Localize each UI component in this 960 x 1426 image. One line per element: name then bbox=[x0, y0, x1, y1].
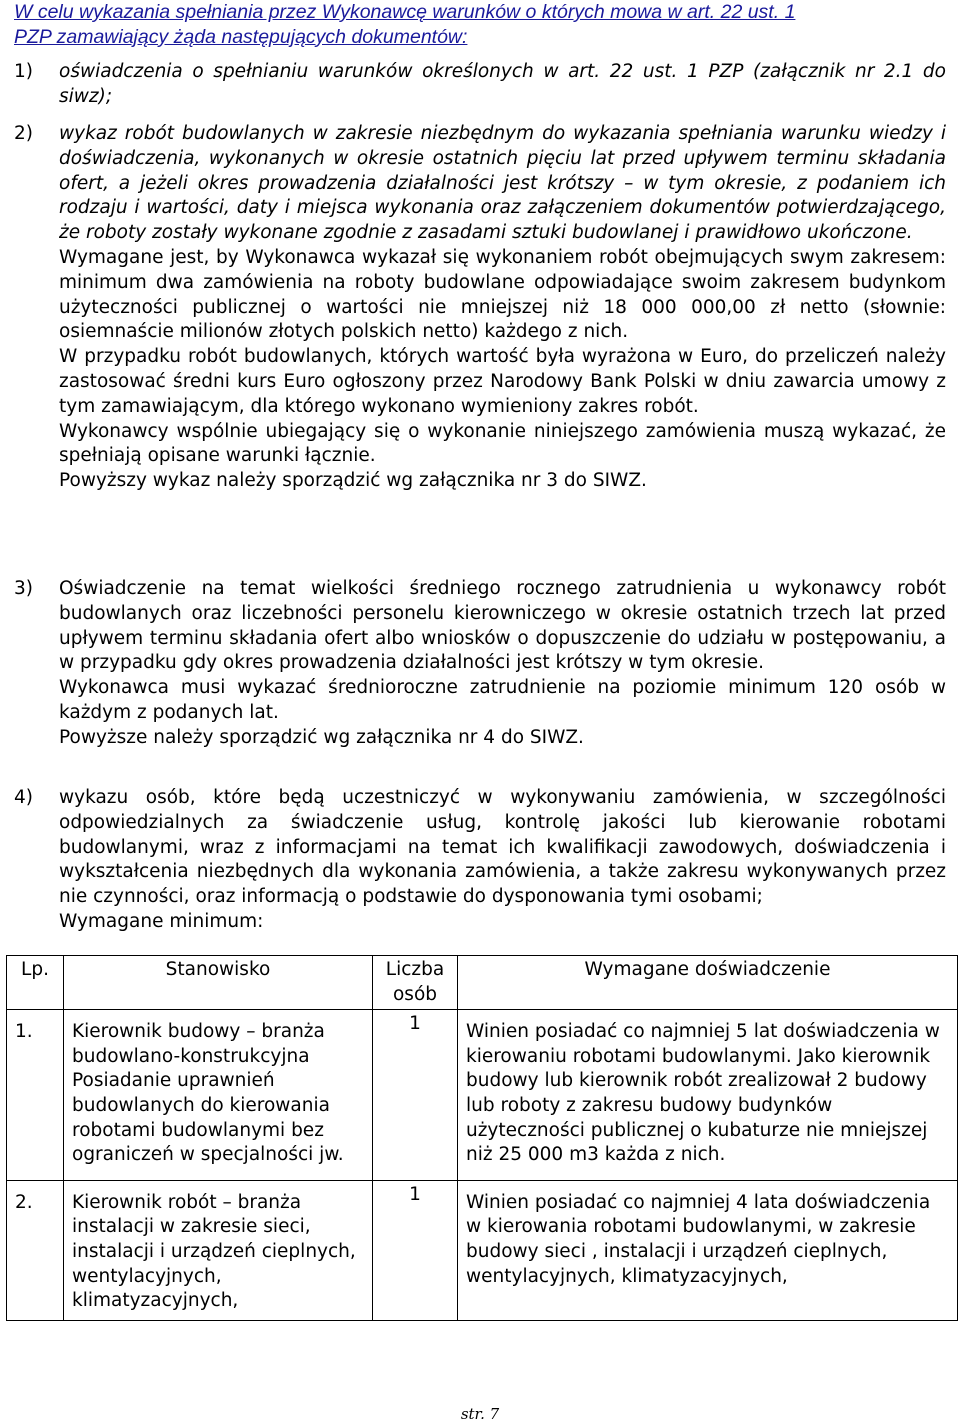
item-paragraph: W przypadku robót budowlanych, których wartość była wyrażona w Euro, do przeliczeń należy zastosować średni kurs Euro ogłoszony przez Narodowy Bank Polski w dniu zawarcia umowy z tym zamawiającym, dla którego wykonano wymieniony zakres robót. bbox=[59, 346, 946, 417]
item-paragraph: Powyższy wykaz należy sporządzić wg załącznika nr 3 do SIWZ. bbox=[59, 470, 647, 492]
list-item-1 bbox=[14, 60, 946, 110]
item-number: 2) bbox=[14, 123, 33, 144]
cell-position: Kierownik robót – branża instalacji w zakresie sieci, instalacji i urządzeń cieplnych, wentylacyjnych, klimatyzacyjnych, bbox=[64, 1180, 373, 1320]
item-paragraph: Wymagane jest, by Wykonawca wykazał się wykonaniem robót obejmujących swym zakresem: minimum dwa zamówienia na roboty budowlane odpowiadające swoim zakresem budynkom użyteczności publicznej o wartości nie mniejszej niż 18 000 000,00 zł netto (słownie: osiemnaście milionów złotych polskich netto) każdego z nich. bbox=[59, 246, 946, 343]
cell-position: Kierownik budowy – branża budowlano-konstrukcyjna Posiadanie uprawnień budowlanych do kierowania robotami budowlanymi bez ograniczeń w specjalności jw. bbox=[64, 1010, 373, 1181]
table-header-row bbox=[7, 956, 958, 1010]
item-number: 4) bbox=[14, 787, 33, 808]
list-item-4 bbox=[14, 786, 946, 935]
cell-count: 1 bbox=[373, 1180, 458, 1320]
cell-lp: 1. bbox=[7, 1010, 64, 1181]
item-text: oświadczenia o spełnianiu warunków określonych w art. 22 ust. 1 PZP (załącznik nr 2.1 do siwz); bbox=[59, 61, 946, 107]
item-paragraph: Powyższe należy sporządzić wg załącznika nr 4 do SIWZ. bbox=[59, 726, 584, 748]
item-paragraph: Wykonawca musi wykazać średnioroczne zatrudnienie na poziomie minimum 120 osób w każdym z podanych lat. bbox=[59, 677, 946, 723]
item-number: 1) bbox=[14, 61, 33, 82]
header-position: Stanowisko bbox=[64, 956, 373, 1010]
item-paragraph: Wykonawcy wspólnie ubiegający się o wykonanie niniejszego zamówienia muszą wykazać, że spełniają opisane warunki łącznie. bbox=[59, 420, 946, 467]
cell-count: 1 bbox=[373, 1010, 458, 1181]
intro-link[interactable] bbox=[14, 0, 954, 49]
item-paragraph: Wymagane minimum: bbox=[59, 910, 264, 932]
item-number: 3) bbox=[14, 578, 33, 599]
header-experience: Wymagane doświadczenie bbox=[458, 956, 958, 1010]
cell-lp: 2. bbox=[7, 1180, 64, 1320]
table-row bbox=[7, 1180, 958, 1320]
table-row bbox=[7, 1010, 958, 1181]
cell-experience: Winien posiadać co najmniej 4 lata doświadczenia w kierowania robotami budowlanymi, w zakresie budowy sieci , instalacji i urządzeń cieplnych, wentylacyjnych, klimatyzacyjnych, bbox=[458, 1180, 958, 1320]
intro-line-1: W celu wykazania spełniania przez Wykonawcę warunków o których mowa w art. 22 ust. 1 bbox=[14, 1, 796, 23]
header-lp: Lp. bbox=[7, 956, 64, 1010]
list-item-3 bbox=[14, 577, 946, 751]
page-number: str. 7 bbox=[460, 1405, 500, 1423]
list-item-2 bbox=[14, 122, 946, 494]
item-paragraph: wykaz robót budowlanych w zakresie niezbędnym do wykazania spełniania warunku wiedzy i doświadczenia, wykonanych w okresie ostatnich pięciu lat przed upływem terminu składania ofert, a jeżeli okres prowadzenia działalności jest krótszy – w tym okresie, z podaniem ich rodzaju i wartości, daty i miejsca wykonania oraz załączeniem dokumentów potwierdzającego, że roboty zostały wykonane zgodnie z zasadami sztuki budowlanej i prawidłowo ukończone. bbox=[59, 123, 946, 244]
header-count: Liczba osób bbox=[373, 956, 458, 1010]
staff-requirements-table bbox=[6, 955, 958, 1321]
item-paragraph: Oświadczenie na temat wielkości średniego rocznego zatrudnienia u wykonawcy robót budowlanych oraz liczebności personelu kierowniczego w okresie ostatnich trzech lat przed upływem terminu składania ofert albo wniosków o dopuszczenie do udziału w postępowaniu, a w przypadku gdy okres prowadzenia działalności jest krótszy w tym okresie. bbox=[59, 578, 946, 674]
intro-line-2: PZP zamawiający żąda następujących dokumentów: bbox=[14, 25, 468, 48]
item-paragraph: wykazu osób, które będą uczestniczyć w wykonywaniu zamówienia, w szczególności odpowiedzialnych za świadczenie usług, kontrolę jakości lub kierowanie robotami budowlanymi, wraz z informacjami na temat ich kwalifikacji zawodowych, doświadczenia i wykształcenia niezbędnych dla wykonania zamówienia, a także zakresu wykonywanych przez nie czynności, oraz informacją o podstawie do dysponowania tymi osobami; bbox=[59, 787, 946, 908]
cell-experience: Winien posiadać co najmniej 5 lat doświadczenia w kierowaniu robotami budowlanymi. Jako kierownik budowy lub kierownik robót zrealizował 2 budowy lub roboty z zakresu budowy budynków użyteczności publicznej o kubaturze nie mniejszej niż 25 000 m3 każda z nich. bbox=[458, 1010, 958, 1181]
